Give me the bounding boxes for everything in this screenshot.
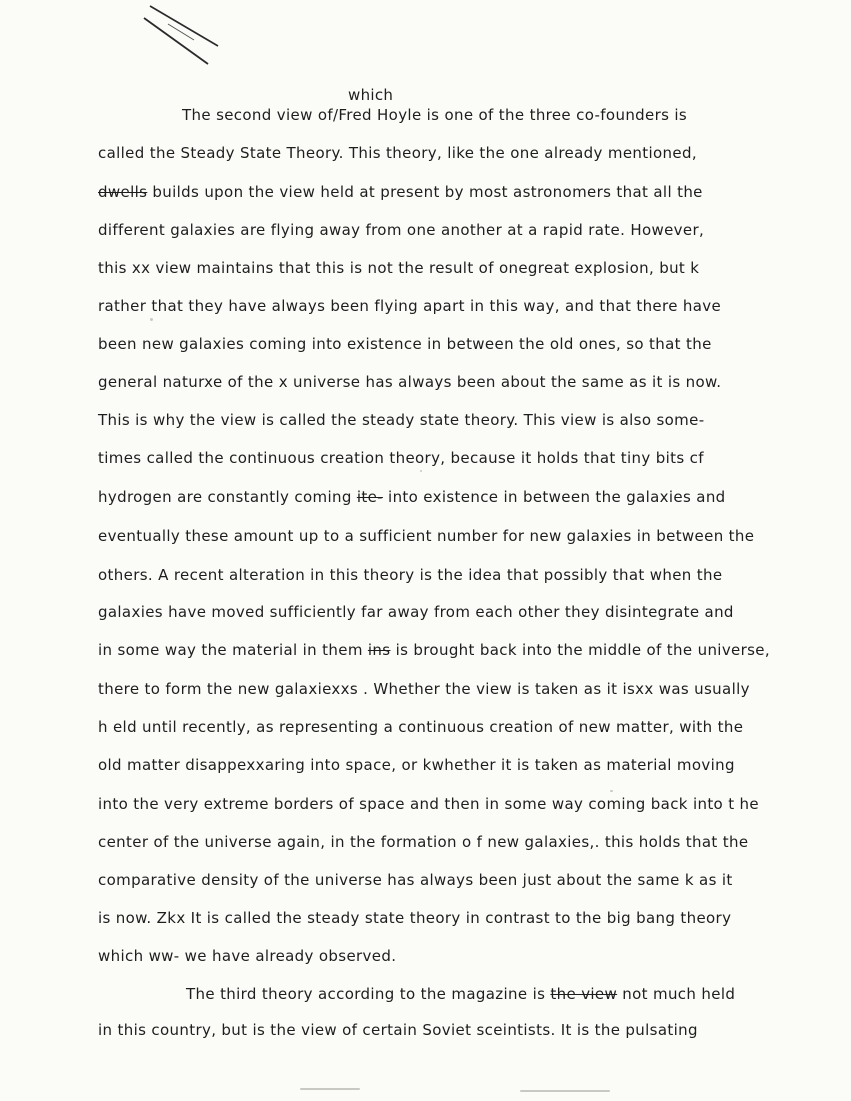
text-segment: center of the universe again, in the formation o f new galaxies,. this holds that the [98, 833, 749, 851]
text-segment: in this country, but is the view of certain Soviet sceintists. It is the pulsating [98, 1021, 698, 1039]
text-segment: been new galaxies coming into existence in between the old ones, so that the [98, 335, 712, 353]
handwritten-insertion-which: which [348, 86, 394, 104]
text-line [98, 680, 750, 698]
text-segment: rather that they have always been flying apart in this way, and that there have [98, 297, 722, 315]
text-line [98, 641, 770, 659]
struck-out-word: ite- [356, 488, 383, 506]
text-segment: different galaxies are flying away from one another at a rapid rate. However, [98, 221, 705, 239]
text-line [98, 411, 705, 429]
text-segment: The second view of/Fred Hoyle is one of the three co-founders is [182, 106, 688, 124]
text-segment: in some way the material in them [98, 641, 368, 659]
text-line [98, 183, 703, 201]
text-segment: hydrogen are constantly coming [98, 488, 357, 506]
text-segment: builds upon the view held at present by most astronomers that all the [147, 183, 703, 201]
pen-stroke-marks [128, 0, 228, 80]
text-line [98, 449, 704, 467]
text-line [98, 718, 743, 736]
text-segment: eventually these amount up to a sufficient number for new galaxies in between the [98, 527, 755, 545]
text-line [98, 144, 697, 162]
text-line [98, 527, 754, 545]
text-line [182, 106, 687, 124]
text-line [186, 985, 735, 1003]
text-line [98, 833, 748, 851]
text-segment: galaxies have moved sufficiently far away from each other they disintegrate and [98, 603, 734, 621]
text-line [98, 603, 734, 621]
text-line [98, 373, 721, 391]
text-segment: The third theory according to the magazine is [186, 985, 551, 1003]
text-segment: there to form the new galaxiexxs . Whether the view is taken as it isxx was usually [98, 680, 750, 698]
struck-out-word: the view [550, 985, 618, 1003]
struck-out-word: ins [367, 641, 391, 659]
text-segment: which ww- we have already observed. [98, 947, 397, 965]
text-line [98, 947, 396, 965]
text-line [98, 488, 726, 506]
text-line [98, 909, 731, 927]
text-line [98, 259, 699, 277]
text-segment: into the very extreme borders of space and then in some way coming back into t he [98, 795, 759, 813]
text-segment: not much held [617, 985, 736, 1003]
text-segment: called the Steady State Theory. This theory, like the one already mentioned, [98, 144, 697, 162]
text-segment: is now. Zkx It is called the steady state theory in contrast to the big bang theory [98, 909, 732, 927]
text-line [98, 795, 759, 813]
text-segment: is brought back into the middle of the universe, [390, 641, 771, 659]
text-segment: others. A recent alteration in this theory is the idea that possibly that when the [98, 566, 723, 584]
text-line [98, 756, 735, 774]
text-line [98, 566, 722, 584]
text-segment: times called the continuous creation theory, because it holds that tiny bits cf [98, 449, 704, 467]
text-segment: comparative density of the universe has always been just about the same k as it [98, 871, 733, 889]
text-segment: general naturxe of the x universe has always been about the same as it is now. [98, 373, 722, 391]
text-line [98, 1021, 698, 1039]
text-segment: This is why the view is called the steady state theory. This view is also some- [98, 411, 705, 429]
text-segment: this xx view maintains that this is not the result of onegreat explosion, but k [98, 259, 700, 277]
struck-out-word: dwells [98, 183, 148, 201]
text-line [98, 335, 712, 353]
text-line [98, 221, 704, 239]
text-line [98, 871, 733, 889]
text-segment: h eld until recently, as representing a continuous creation of new matter, with the [98, 718, 744, 736]
text-segment: into existence in between the galaxies and [382, 488, 726, 506]
text-line [98, 297, 721, 315]
text-segment: old matter disappexxaring into space, or kwhether it is taken as material moving [98, 756, 735, 774]
